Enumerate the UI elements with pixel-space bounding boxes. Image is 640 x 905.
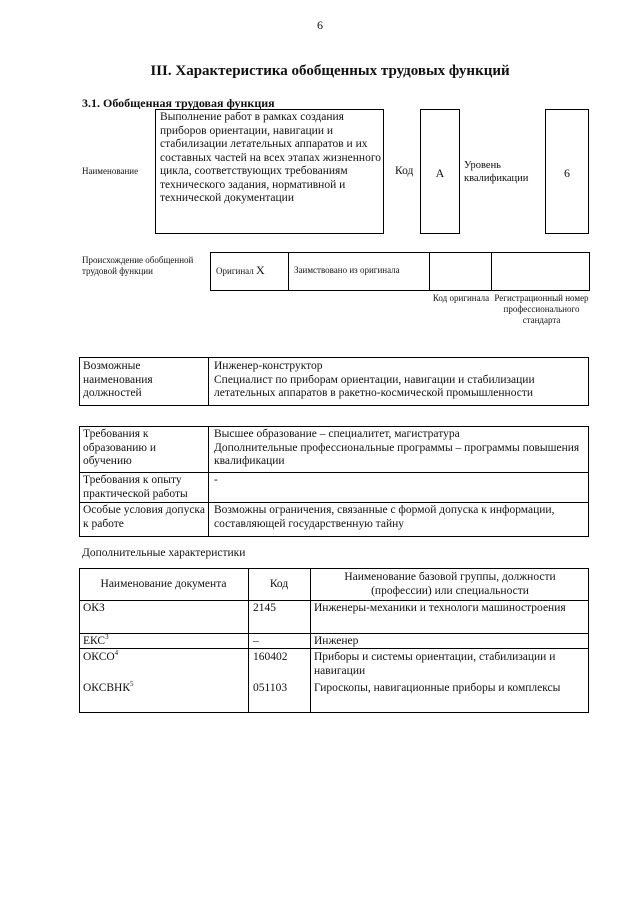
additional-header-doc: Наименование документа: [100, 578, 227, 590]
positions-values: [214, 360, 586, 401]
table-row-code: 2145: [253, 602, 276, 614]
gtf-level-box: [545, 109, 589, 234]
gtf-level-value: 6: [564, 166, 570, 180]
req-education-item: Дополнительные профессиональные программы – программы повышения квалификации: [214, 441, 580, 467]
table-row-name: Инженеры-механики и технологи машиностроения: [314, 602, 566, 614]
origin-borrowed-label: Заимствовано из оригинала: [294, 265, 400, 275]
gtf-level-label: Уровень квалификации: [464, 160, 529, 184]
origin-original-mark: X: [255, 263, 265, 277]
req-education-values: [214, 428, 584, 469]
additional-header-code: Код: [269, 578, 289, 590]
table-row-code: 160402: [253, 651, 288, 663]
footnote-ref: 3: [105, 633, 109, 642]
origin-label: Происхождение обобщенной трудовой функции: [82, 255, 194, 276]
table-row-code: 051103: [253, 682, 288, 694]
position-item: Специалист по приборам ориентации, навигации и стабилизации летательных аппаратов в ракетно-космической промышленности: [214, 373, 535, 399]
section-title: III. Характеристика обобщенных трудовых функций: [150, 63, 510, 79]
gtf-code-value: А: [435, 166, 445, 180]
table-row-code: –: [253, 635, 259, 647]
origin-original: [216, 265, 265, 277]
table-row-doc: ЕКС$^3$: [83, 633, 109, 647]
origin-reg-caption: Регистрационный номер профессионального стандарта: [494, 293, 589, 325]
gtf-name-value: Выполнение работ в рамках создания приборов ориентации, навигации и стабилизации летательных аппаратов и их составных частей на всех этапах жизненного цикла, соответствующих требованиям технического задания, нормативной и технической документации: [160, 111, 381, 204]
req-education-label: Требования к образованию и обучению: [83, 428, 156, 467]
table-row-name: Инженер: [314, 635, 359, 647]
footnote-ref: 4: [114, 649, 119, 658]
gtf-name-box: [155, 109, 384, 234]
table-row-doc: ОКЗ: [83, 602, 105, 614]
req-special-label: Особые условия допуска к работе: [83, 504, 205, 530]
footnote-ref: 5: [130, 680, 134, 689]
req-experience-value: -: [214, 474, 218, 486]
gtf-code-label: Код: [395, 165, 414, 177]
origin-table: [210, 252, 590, 291]
req-experience-label: Требования к опыту практической работы: [83, 474, 188, 500]
subsection-title: 3.1. Обобщенная трудовая функция: [82, 96, 275, 110]
positions-label: Возможные наименования должностей: [83, 360, 153, 399]
table-row-name: Приборы и системы ориентации, стабилизации и навигации: [314, 651, 556, 677]
page-number: 6: [317, 18, 323, 32]
additional-header-name: Наименование базовой группы, должности (профессии) или специальности: [344, 571, 556, 597]
table-row-doc: ОКСВНК$^5$: [83, 680, 134, 694]
gtf-name-label: Наименование: [82, 166, 139, 176]
table-row-name: Гироскопы, навигационные приборы и комплексы: [314, 682, 561, 694]
table-row-doc: ОКСО$^4$: [83, 649, 119, 663]
req-special-value: Возможны ограничения, связанные с формой допуска к информации, составляющей государственную тайну: [214, 504, 555, 530]
additional-title: Дополнительные характеристики: [82, 547, 246, 559]
gtf-code-box: [420, 109, 460, 234]
origin-original-label: Оригинал: [216, 266, 254, 276]
position-item: Инженер-конструктор: [214, 360, 323, 372]
origin-code-caption: Код оригинала: [432, 293, 490, 303]
req-education-item: Высшее образование – специалитет, магистратура: [214, 428, 460, 440]
